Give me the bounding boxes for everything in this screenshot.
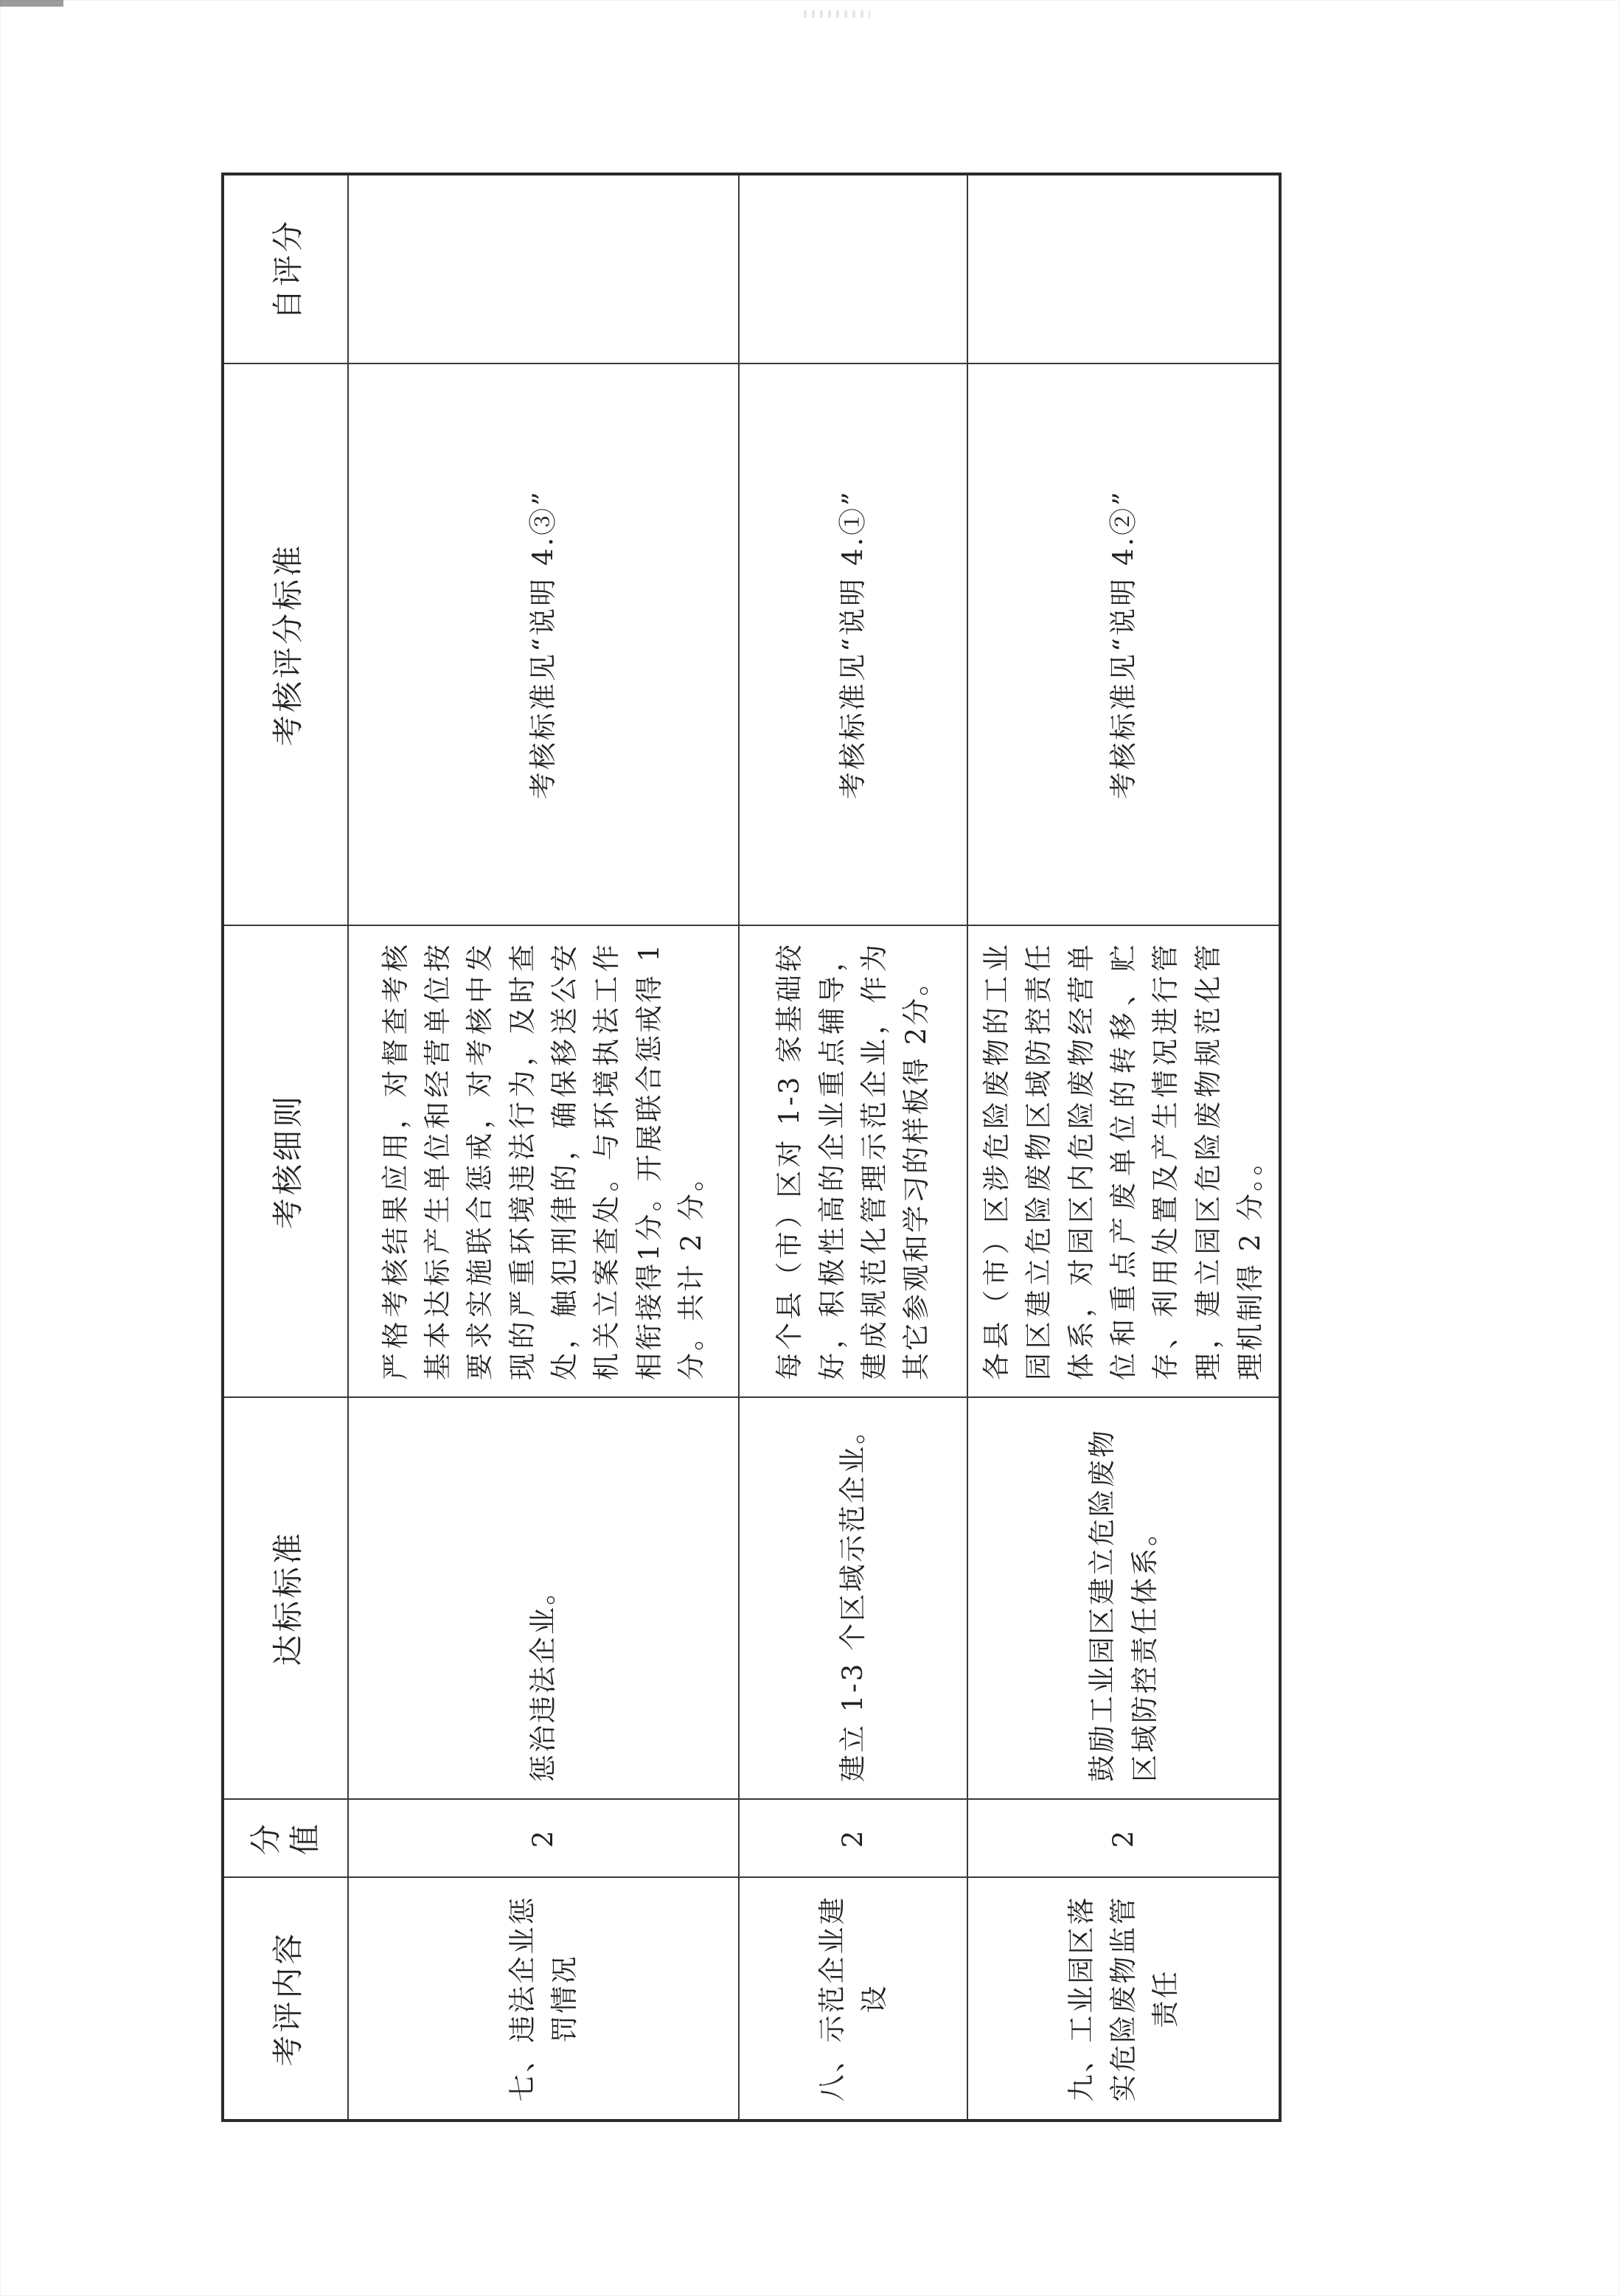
header-score: 分值: [223, 1799, 348, 1877]
header-standard: 达标标准: [223, 1397, 348, 1799]
table-row: [348, 174, 739, 2121]
cell-self-score: [348, 174, 739, 363]
cell-item: 七、违法企业惩罚情况: [348, 1877, 739, 2121]
cell-detail: 每个县（市）区对 1-3 家基础较好，积极性高的企业重点辅导，建成规范化管理示范企业，作为其它参观和学习的样板得 2分。: [739, 925, 967, 1397]
cell-self-score: [967, 174, 1280, 363]
cell-score: 2: [348, 1799, 739, 1877]
table-row: [967, 174, 1280, 2121]
header-detail: 考核细则: [223, 925, 348, 1397]
cell-criteria: 考核标准见“说明 4.②”: [967, 363, 1280, 925]
table-row: [739, 174, 967, 2121]
cell-score: 2: [967, 1799, 1280, 1877]
scan-noise: [804, 10, 870, 18]
cell-standard: 惩治违法企业。: [348, 1397, 739, 1799]
cell-detail: 严格考核结果应用，对督查考核基本达标产生单位和经营单位按要求实施联合惩戒，对考核中发现的严重环境违法行为，及时查处，触犯刑律的，确保移送公安机关立案查处。与环境执法工作相衔接得1分。开展联合惩戒得 1 分。共计 2 分。: [348, 925, 739, 1397]
header-item: 考评内容: [223, 1877, 348, 2121]
cell-standard: 建立 1-3 个区域示范企业。: [739, 1397, 967, 1799]
header-self-score: 自评分: [223, 174, 348, 363]
cell-self-score: [739, 174, 967, 363]
cell-criteria: 考核标准见“说明 4.①”: [739, 363, 967, 925]
header-criteria: 考核评分标准: [223, 363, 348, 925]
scan-edge-mark: [0, 0, 63, 7]
cell-criteria: 考核标准见“说明 4.③”: [348, 363, 739, 925]
table-header-row: [223, 174, 348, 2121]
rotated-page: [221, 175, 1265, 2122]
cell-item: 九、工业园区落实危险废物监管责任: [967, 1877, 1280, 2121]
assessment-table: [221, 173, 1282, 2122]
cell-detail: 各县（市）区涉危险废物的工业园区建立危险废物区域防控责任体系，对园区内危险废物经营单位和重点产废单位的转移、贮存、利用处置及产生情况进行管理，建立园区危险废物规范化管理机制得 2 分。。: [967, 925, 1280, 1397]
cell-item: 八、示范企业建设: [739, 1877, 967, 2121]
cell-standard: 鼓励工业园区建立危险废物区域防控责任体系。: [967, 1397, 1280, 1799]
cell-score: 2: [739, 1799, 967, 1877]
